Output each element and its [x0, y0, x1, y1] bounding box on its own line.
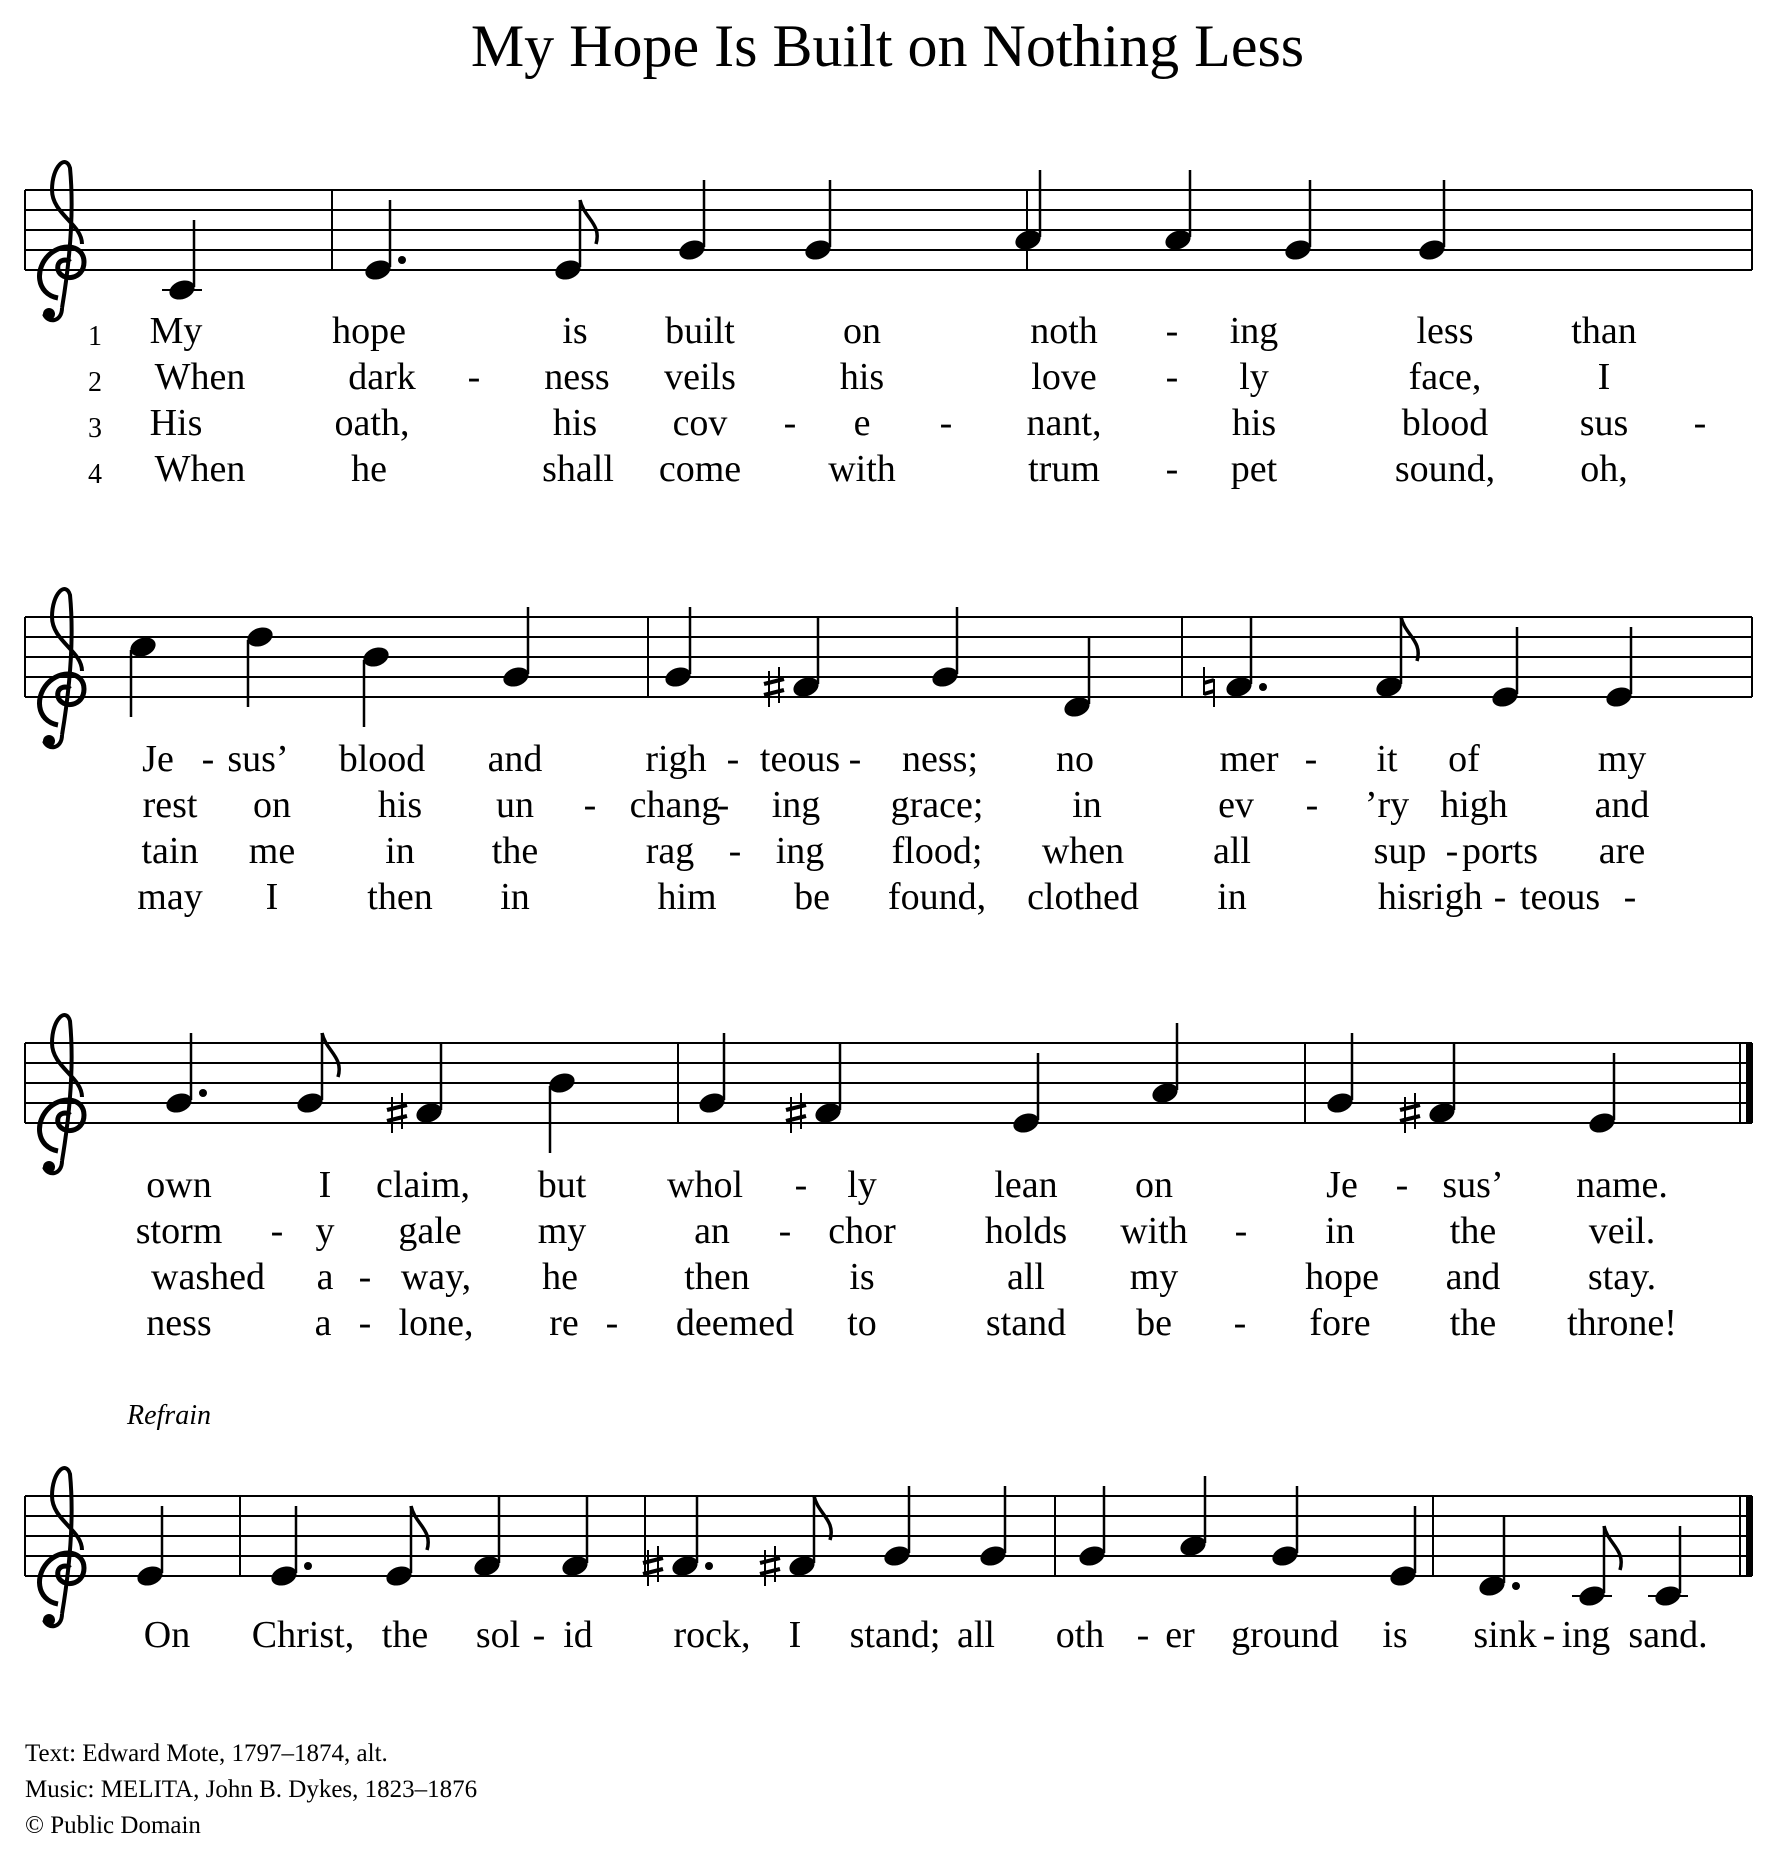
lyric-syllable: ing	[771, 784, 821, 826]
lyric-syllable: deemed	[675, 1302, 795, 1344]
lyric-syllable: my	[537, 1210, 587, 1252]
treble-clef	[40, 589, 84, 747]
lyric-syllable: found,	[887, 876, 987, 918]
lyric-syllable: shall	[542, 448, 614, 490]
lyric-syllable: sink	[1473, 1614, 1537, 1656]
note	[1604, 627, 1635, 710]
staff-system	[25, 1043, 1753, 1123]
lyric-syllable: sound,	[1394, 448, 1496, 490]
lyric-syllable: of	[1448, 738, 1480, 780]
note	[1163, 170, 1194, 253]
syllable-hyphen: -	[1542, 1614, 1556, 1656]
lyric-syllable: oth	[1055, 1614, 1105, 1656]
lyric-syllable: gale	[398, 1210, 462, 1252]
lyric-syllable: all	[1007, 1256, 1045, 1298]
lyric-syllable: on	[1135, 1164, 1173, 1206]
lyric-syllable: in	[385, 830, 415, 872]
lyric-syllable: stand;	[849, 1614, 941, 1656]
lyric-syllable: and	[487, 738, 543, 780]
lyric-syllable: to	[847, 1302, 877, 1344]
syllable-hyphen: -	[1395, 1164, 1409, 1206]
note	[1150, 1023, 1181, 1106]
lyric-syllable: ground	[1231, 1614, 1339, 1656]
lyric-syllable: flood;	[891, 830, 983, 872]
syllable-hyphen: -	[1693, 402, 1707, 444]
lyric-syllable: a	[314, 1302, 332, 1344]
syllable-hyphen: -	[794, 1164, 808, 1206]
lyric-syllable: he	[542, 1256, 578, 1298]
lyric-syllable: way,	[400, 1256, 472, 1298]
lyric-syllable: his	[552, 402, 598, 444]
lyric-syllable: fore	[1309, 1302, 1371, 1344]
note	[1490, 627, 1521, 710]
lyric-syllable: my	[1129, 1256, 1179, 1298]
lyric-syllable: and	[1594, 784, 1650, 826]
lyric-syllable: grace;	[890, 784, 984, 826]
lyric-syllable: chor	[828, 1210, 896, 1252]
note	[501, 607, 532, 690]
lyric-syllable: un	[496, 784, 534, 826]
lyric-syllable: sus’	[227, 738, 289, 780]
lyric-syllable: re	[549, 1302, 579, 1344]
lyric-syllable: me	[248, 830, 296, 872]
lyric-syllable: sus	[1579, 402, 1629, 444]
note	[547, 1070, 578, 1153]
lyric-syllable: be	[794, 876, 830, 918]
lyric-syllable: rock,	[673, 1614, 751, 1656]
syllable-hyphen: -	[726, 738, 740, 780]
note	[1477, 1516, 1520, 1599]
lyric-syllable: is	[562, 310, 588, 352]
lyric-syllable: veil.	[1588, 1210, 1656, 1252]
lyric-syllable: e	[853, 402, 871, 444]
syllable-hyphen: -	[1445, 830, 1459, 872]
treble-clef	[40, 162, 84, 320]
lyric-syllable: sus’	[1442, 1164, 1504, 1206]
lyric-syllable: my	[1597, 738, 1647, 780]
lyric-syllable: his	[1377, 876, 1423, 918]
note	[472, 1496, 503, 1579]
lyric-syllable: all	[957, 1614, 995, 1656]
lyric-syllable: stand	[985, 1302, 1067, 1344]
lyric-syllable: ness	[544, 356, 610, 398]
lyric-syllable: ing	[775, 830, 825, 872]
lyric-syllable: pet	[1230, 448, 1278, 490]
lyric-syllable: with	[1120, 1210, 1188, 1252]
lyric-syllable: oh,	[1580, 448, 1628, 490]
lyric-syllable: his	[1231, 402, 1277, 444]
syllable-hyphen: -	[270, 1210, 284, 1252]
lyric-syllable: no	[1056, 738, 1094, 780]
final-barline	[1746, 1496, 1753, 1576]
lyric-syllable: I	[318, 1164, 332, 1206]
lyric-syllable: in	[1325, 1210, 1355, 1252]
lyric-syllable: ness;	[902, 738, 978, 780]
syllable-hyphen: -	[605, 1302, 619, 1344]
lyric-syllable: lean	[994, 1164, 1058, 1206]
lyric-syllable: in	[1072, 784, 1102, 826]
lyric-syllable: but	[537, 1164, 587, 1206]
sharp-sign	[786, 1093, 806, 1133]
lyric-syllable: holds	[984, 1210, 1068, 1252]
note	[1648, 1526, 1688, 1609]
note	[1178, 1476, 1209, 1559]
lyric-syllable: teous	[1519, 876, 1601, 918]
note	[1374, 617, 1419, 700]
note	[560, 1496, 591, 1579]
lyric-syllable: is	[1382, 1614, 1408, 1656]
lyric-syllable: high	[1440, 784, 1508, 826]
syllable-hyphen: -	[1234, 1210, 1248, 1252]
note	[1400, 1043, 1457, 1133]
lyric-syllable: chang	[629, 784, 721, 826]
lyric-syllable: ness	[146, 1302, 212, 1344]
lyric-syllable: Je	[1326, 1164, 1358, 1206]
lyric-syllable: hope	[332, 310, 406, 352]
lyric-syllable: When	[154, 356, 246, 398]
lyric-syllable: name.	[1576, 1164, 1668, 1206]
sharp-sign	[760, 1546, 780, 1586]
lyric-syllable: dark	[348, 356, 416, 398]
syllable-hyphen: -	[1493, 876, 1507, 918]
lyric-syllable: the	[381, 1614, 429, 1656]
lyric-syllable: noth	[1030, 310, 1098, 352]
lyric-syllable: Je	[142, 738, 174, 780]
lyric-syllable: then	[367, 876, 433, 918]
note	[1062, 637, 1093, 720]
syllable-hyphen: -	[583, 784, 597, 826]
treble-clef	[40, 1015, 84, 1173]
syllable-hyphen: -	[467, 356, 481, 398]
note	[1077, 1486, 1108, 1569]
syllable-hyphen: -	[1233, 1302, 1247, 1344]
lyric-syllable: the	[1449, 1302, 1497, 1344]
lyric-syllable: blood	[1401, 402, 1489, 444]
hymn-title: My Hope Is Built on Nothing Less	[470, 13, 1305, 79]
lyric-syllable: ing	[1229, 310, 1279, 352]
refrain-label: Refrain	[127, 1400, 211, 1431]
treble-clef	[40, 1468, 84, 1626]
note	[786, 1043, 843, 1133]
lyric-syllable: trum	[1028, 448, 1100, 490]
note	[135, 1506, 166, 1589]
verse-number: 2	[88, 367, 102, 398]
lyric-syllable: he	[351, 448, 387, 490]
lyric-syllable: nant,	[1026, 402, 1102, 444]
sharp-sign	[764, 667, 784, 707]
syllable-hyphen: -	[1165, 356, 1179, 398]
lyric-syllable: and	[1445, 1256, 1501, 1298]
lyric-syllable: in	[1217, 876, 1247, 918]
final-barline	[1746, 1043, 1753, 1123]
lyric-syllable: ly	[847, 1164, 877, 1206]
note	[361, 644, 392, 727]
note	[1587, 1053, 1618, 1136]
lyric-syllable: I	[788, 1614, 802, 1656]
lyric-syllable: rest	[142, 784, 198, 826]
syllable-hyphen: -	[1165, 448, 1179, 490]
lyric-syllable: hope	[1305, 1256, 1379, 1298]
lyric-syllable: than	[1571, 310, 1637, 352]
note	[882, 1486, 913, 1569]
note	[697, 1033, 728, 1116]
lyric-syllable: is	[849, 1256, 875, 1298]
lyric-syllable: love	[1031, 356, 1097, 398]
staff-system	[25, 617, 1752, 697]
lyric-syllable: with	[828, 448, 896, 490]
lyric-syllable: blood	[338, 738, 426, 780]
lyric-syllable: his	[377, 784, 423, 826]
lyric-syllable: come	[658, 448, 742, 490]
lyric-syllable: the	[491, 830, 539, 872]
lyric-syllable: sup	[1373, 830, 1427, 872]
lyric-syllable: oath,	[334, 402, 410, 444]
music-credit: Music: MELITA, John B. Dykes, 1823–1876	[25, 1776, 478, 1803]
note	[1572, 1526, 1621, 1609]
lyric-syllable: Christ,	[251, 1614, 355, 1656]
lyric-syllable: when	[1041, 830, 1125, 872]
syllable-hyphen: -	[728, 830, 742, 872]
lyric-syllable: I	[1597, 356, 1611, 398]
note	[387, 1043, 444, 1133]
lyric-syllable: I	[265, 876, 279, 918]
verse-number: 3	[88, 413, 102, 444]
syllable-hyphen: -	[532, 1614, 546, 1656]
note	[1417, 180, 1448, 263]
text-credit: Text: Edward Mote, 1797–1874, alt.	[25, 1740, 388, 1767]
syllable-hyphen: -	[201, 738, 215, 780]
lyric-syllable: veils	[664, 356, 736, 398]
natural-sign	[1204, 667, 1214, 707]
note	[978, 1486, 1009, 1569]
lyric-syllable: rag	[645, 830, 695, 872]
note	[162, 220, 202, 303]
lyric-syllable: lone,	[398, 1302, 474, 1344]
lyric-syllable: tain	[141, 830, 199, 872]
lyric-syllable: own	[146, 1164, 212, 1206]
lyric-syllable: On	[143, 1614, 191, 1656]
note	[803, 180, 834, 263]
lyric-syllable: y	[315, 1210, 335, 1252]
note	[245, 624, 276, 707]
lyric-syllable: ly	[1239, 356, 1269, 398]
sharp-sign	[387, 1093, 407, 1133]
note	[1204, 617, 1267, 707]
note	[930, 607, 961, 690]
lyric-syllable: His	[149, 402, 203, 444]
syllable-hyphen: -	[1304, 738, 1318, 780]
lyric-syllable: claim,	[376, 1164, 470, 1206]
lyric-syllable: a	[316, 1256, 334, 1298]
lyric-syllable: clothed	[1027, 876, 1139, 918]
copyright-credit: © Public Domain	[25, 1812, 201, 1839]
lyric-syllable: the	[1449, 1210, 1497, 1252]
syllable-hyphen: -	[358, 1256, 372, 1298]
lyric-syllable: whol	[667, 1164, 743, 1206]
note	[764, 617, 821, 707]
lyric-syllable: sol	[475, 1614, 521, 1656]
lyric-syllable: ’ry	[1364, 784, 1410, 826]
lyric-syllable: less	[1416, 310, 1474, 352]
lyric-syllable: ing	[1561, 1614, 1611, 1656]
lyric-syllable: My	[149, 310, 203, 352]
lyric-syllable: in	[500, 876, 530, 918]
syllable-hyphen: -	[1305, 784, 1319, 826]
staff-system	[25, 190, 1752, 270]
verse-number: 1	[88, 321, 102, 352]
syllable-hyphen: -	[939, 402, 953, 444]
lyric-syllable: When	[154, 448, 246, 490]
note	[128, 634, 159, 717]
syllable-hyphen: -	[1623, 876, 1637, 918]
lyric-syllable: teous	[759, 738, 841, 780]
sharp-sign	[1400, 1093, 1420, 1133]
lyric-syllable: all	[1213, 830, 1251, 872]
lyric-syllable: righ	[645, 738, 707, 780]
syllable-hyphen: -	[848, 738, 862, 780]
lyric-syllable: throne!	[1567, 1302, 1677, 1344]
note	[1011, 1053, 1042, 1136]
lyric-syllable: on	[843, 310, 881, 352]
lyric-syllable: id	[563, 1614, 593, 1656]
lyric-syllable: an	[694, 1210, 730, 1252]
note	[1325, 1033, 1356, 1116]
syllable-hyphen: -	[1136, 1614, 1150, 1656]
syllable-hyphen: -	[778, 1210, 792, 1252]
lyric-syllable: ports	[1462, 830, 1538, 872]
lyric-syllable: cov	[672, 402, 728, 444]
lyric-syllable: are	[1598, 830, 1646, 872]
syllable-hyphen: -	[783, 402, 797, 444]
lyric-syllable: then	[684, 1256, 750, 1298]
note	[1283, 180, 1314, 263]
note	[663, 607, 694, 690]
note	[643, 1496, 713, 1586]
verse-number: 4	[88, 459, 102, 490]
syllable-hyphen: -	[358, 1302, 372, 1344]
lyric-syllable: er	[1165, 1614, 1195, 1656]
lyric-syllable: washed	[151, 1256, 265, 1298]
lyric-syllable: it	[1376, 738, 1398, 780]
note	[1270, 1486, 1301, 1569]
lyric-syllable: his	[839, 356, 885, 398]
lyric-syllable: righ	[1421, 876, 1483, 918]
lyric-syllable: on	[253, 784, 291, 826]
lyric-syllable: may	[137, 876, 203, 918]
lyric-syllable: be	[1136, 1302, 1172, 1344]
syllable-hyphen: -	[716, 784, 730, 826]
syllable-hyphen: -	[1165, 310, 1179, 352]
lyric-syllable: him	[657, 876, 717, 918]
lyric-syllable: mer	[1219, 738, 1279, 780]
note	[760, 1496, 831, 1586]
note	[1388, 1506, 1419, 1589]
lyric-syllable: sand.	[1628, 1614, 1708, 1656]
lyric-syllable: face,	[1408, 356, 1482, 398]
lyric-syllable: ev	[1218, 784, 1254, 826]
lyric-syllable: storm	[135, 1210, 223, 1252]
lyric-syllable: built	[665, 310, 735, 352]
lyric-syllable: stay.	[1587, 1256, 1657, 1298]
note	[677, 180, 708, 263]
